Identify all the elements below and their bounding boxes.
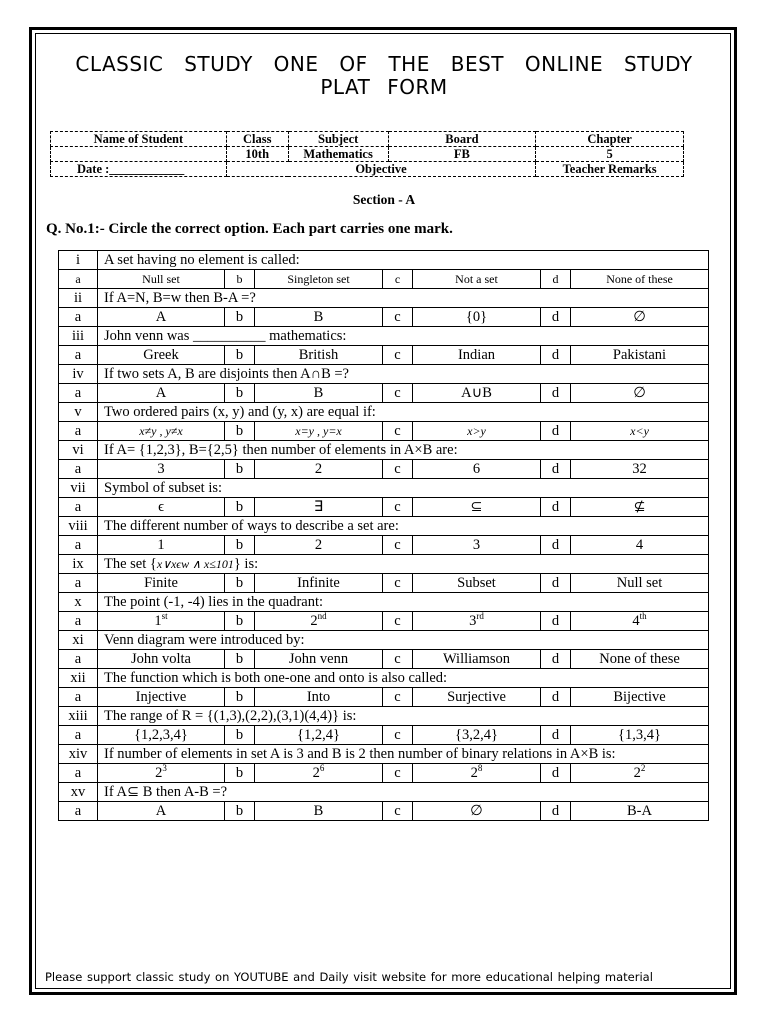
option-value: A [155, 308, 167, 325]
options-row [59, 688, 709, 707]
option-letter: b [225, 346, 255, 365]
option-text[interactable] [413, 802, 541, 821]
question-number: xv [59, 783, 98, 802]
question-row [59, 593, 709, 612]
option-letter: d [541, 764, 571, 783]
option-letter: a [59, 270, 98, 289]
option-text[interactable] [98, 574, 225, 593]
option-text[interactable] [571, 612, 709, 631]
option-value: Surjective [447, 688, 506, 705]
question-row [59, 669, 709, 688]
teacher-remarks-label: Teacher Remarks [536, 162, 684, 177]
option-value: British [298, 346, 339, 363]
option-value: ∃ [313, 498, 324, 515]
option-letter: c [383, 270, 413, 289]
option-superscript: 8 [477, 763, 483, 773]
option-letter: b [225, 308, 255, 327]
header-class: Class [226, 132, 288, 147]
question-stem: John venn was __________ mathematics: [98, 327, 709, 346]
option-value: John venn [288, 650, 349, 667]
option-letter: d [541, 346, 571, 365]
option-value: {1,2,3,4} [134, 726, 188, 743]
option-letter: a [59, 346, 98, 365]
question-row [59, 441, 709, 460]
option-text[interactable] [413, 270, 541, 289]
option-text[interactable] [571, 422, 709, 441]
question-row [59, 555, 709, 574]
question-number: xiii [59, 707, 98, 726]
question-row [59, 517, 709, 536]
option-letter: d [541, 536, 571, 555]
option-value: Indian [457, 346, 496, 363]
question-stem: Venn diagram were introduced by: [98, 631, 709, 650]
option-letter: d [541, 384, 571, 403]
question-number: xiv [59, 745, 98, 764]
question-number: iii [59, 327, 98, 346]
option-value: 1 [157, 536, 165, 553]
option-text[interactable] [98, 612, 225, 631]
option-text[interactable] [255, 498, 383, 517]
option-text[interactable] [413, 612, 541, 631]
option-text[interactable] [255, 612, 383, 631]
option-letter: c [383, 460, 413, 479]
option-text[interactable] [255, 726, 383, 745]
option-letter: d [541, 650, 571, 669]
date-field: Date :____________ [51, 162, 227, 177]
option-text[interactable] [98, 764, 225, 783]
option-text[interactable] [98, 688, 225, 707]
question-number: v [59, 403, 98, 422]
option-value: {0} [465, 308, 488, 325]
option-text[interactable] [255, 384, 383, 403]
option-text[interactable] [98, 726, 225, 745]
mcq-table [58, 250, 709, 821]
option-text[interactable] [255, 270, 383, 289]
question-stem: If A= {1,2,3}, B={2,5} then number of elements in A×B are: [98, 441, 709, 460]
option-text[interactable] [413, 308, 541, 327]
value-name-of-student [51, 147, 227, 162]
option-value: 2 [314, 536, 323, 553]
option-letter: d [541, 460, 571, 479]
option-text[interactable] [571, 460, 709, 479]
option-superscript: 3 [162, 763, 167, 773]
option-letter: b [225, 498, 255, 517]
option-value: 2 [470, 764, 478, 781]
option-text[interactable] [571, 726, 709, 745]
option-value: 4 [635, 536, 644, 553]
option-text[interactable] [98, 460, 225, 479]
option-value: 6 [472, 460, 481, 477]
option-letter: c [383, 422, 413, 441]
option-value: 2 [314, 460, 323, 477]
option-text[interactable] [413, 460, 541, 479]
options-row [59, 460, 709, 479]
header-name-of-student: Name of Student [51, 132, 227, 147]
option-text[interactable] [255, 308, 383, 327]
question-row [59, 251, 709, 270]
student-info-table [50, 131, 684, 177]
options-row [59, 536, 709, 555]
option-value: 3 [157, 460, 165, 477]
question-stem: The range of R = {(1,3),(2,2),(3,1)(4,4)} is: [98, 707, 709, 726]
question-heading: Q. No.1:- Circle the correct option. Each part carries one mark. [46, 221, 453, 237]
option-letter: a [59, 688, 98, 707]
question-stem: If number of elements in set A is 3 and B is 2 then number of binary relations in A×B is: [98, 745, 709, 764]
option-text[interactable] [571, 650, 709, 669]
option-text[interactable] [255, 650, 383, 669]
question-stem-part: x∨xϵw ∧ x≤101 [156, 556, 234, 571]
option-letter: a [59, 574, 98, 593]
option-value: B [313, 308, 324, 325]
option-letter: b [225, 650, 255, 669]
option-text[interactable] [98, 346, 225, 365]
question-row [59, 745, 709, 764]
title-line-2: PLAT FORM [320, 75, 448, 99]
option-text[interactable] [98, 498, 225, 517]
option-value: {1,3,4} [618, 726, 661, 743]
question-stem: If two sets A, B are disjoints then A∩B =? [98, 365, 709, 384]
option-value: A∪B [461, 384, 492, 401]
option-value: Null set [142, 271, 180, 286]
option-letter: b [225, 422, 255, 441]
option-letter: b [225, 460, 255, 479]
options-row [59, 384, 709, 403]
question-stem: If A⊆ B then A-B =? [98, 783, 709, 802]
option-letter: d [541, 726, 571, 745]
question-row [59, 479, 709, 498]
option-text[interactable] [571, 270, 709, 289]
value-board: FB [388, 147, 536, 162]
question-number: xi [59, 631, 98, 650]
question-number: iv [59, 365, 98, 384]
option-value: 4 [632, 612, 640, 629]
option-letter: a [59, 308, 98, 327]
option-text[interactable] [413, 650, 541, 669]
option-letter: c [383, 574, 413, 593]
option-value: 2 [155, 764, 163, 781]
option-value: Null set [616, 574, 663, 591]
question-row [59, 631, 709, 650]
option-letter: c [383, 650, 413, 669]
option-letter: a [59, 726, 98, 745]
option-value: {1,2,4} [297, 726, 340, 743]
option-value: ϵ [158, 498, 164, 515]
option-letter: b [225, 270, 255, 289]
option-letter: c [383, 308, 413, 327]
option-value: Into [306, 688, 331, 705]
question-number: x [59, 593, 98, 612]
option-letter: c [383, 384, 413, 403]
options-row [59, 650, 709, 669]
option-text[interactable] [413, 498, 541, 517]
question-stem [98, 555, 709, 574]
option-value: 3 [472, 536, 481, 553]
value-subject: Mathematics [288, 147, 388, 162]
option-text[interactable] [413, 764, 541, 783]
question-row [59, 707, 709, 726]
question-row [59, 327, 709, 346]
question-row [59, 403, 709, 422]
options-row [59, 802, 709, 821]
option-text[interactable] [571, 308, 709, 327]
option-superscript: th [639, 611, 647, 621]
option-text[interactable] [98, 422, 225, 441]
option-letter: c [383, 688, 413, 707]
options-row [59, 726, 709, 745]
option-value: 3 [469, 612, 477, 629]
option-value: B [313, 384, 324, 401]
option-text[interactable] [255, 574, 383, 593]
option-value: Finite [144, 574, 178, 591]
options-row [59, 308, 709, 327]
question-number: vii [59, 479, 98, 498]
option-value: ∅ [470, 802, 483, 819]
option-letter: a [59, 460, 98, 479]
option-value: {3,2,4} [455, 726, 498, 743]
option-value: B-A [627, 802, 652, 819]
section-title: Section - A [352, 192, 416, 207]
option-value: ⊆ [470, 498, 483, 515]
option-letter: a [59, 384, 98, 403]
question-stem: If A=N, B=w then B-A =? [98, 289, 709, 308]
question-row [59, 783, 709, 802]
question-stem: A set having no element is called: [98, 251, 709, 270]
option-letter: b [225, 536, 255, 555]
option-letter: d [541, 612, 571, 631]
option-text[interactable] [413, 422, 541, 441]
value-chapter: 5 [536, 147, 684, 162]
option-value: 32 [632, 460, 647, 477]
option-letter: d [541, 498, 571, 517]
option-value: B [313, 802, 324, 819]
option-letter: c [383, 536, 413, 555]
option-letter: b [225, 612, 255, 631]
option-text[interactable] [98, 536, 225, 555]
option-text[interactable] [98, 384, 225, 403]
option-text[interactable] [413, 536, 541, 555]
option-value: Pakistani [612, 346, 667, 363]
option-text[interactable] [571, 384, 709, 403]
option-value: x<y [630, 423, 649, 438]
info-value-row [51, 147, 684, 162]
option-value: Williamson [442, 650, 511, 667]
option-letter: b [225, 802, 255, 821]
option-value: Greek [143, 346, 179, 363]
option-letter: b [225, 384, 255, 403]
option-text[interactable] [413, 384, 541, 403]
options-row [59, 498, 709, 517]
option-value: John volta [130, 650, 191, 667]
option-text[interactable] [571, 346, 709, 365]
option-value: Bijective [613, 688, 666, 705]
question-stem: Two ordered pairs (x, y) and (y, x) are equal if: [98, 403, 709, 422]
question-stem-part: } is: [233, 555, 259, 572]
question-stem: Symbol of subset is: [98, 479, 709, 498]
option-superscript: 2 [640, 763, 646, 773]
options-row [59, 612, 709, 631]
option-value: ∅ [633, 384, 646, 401]
option-text[interactable] [413, 688, 541, 707]
question-row [59, 365, 709, 384]
option-text[interactable] [98, 308, 225, 327]
option-letter: a [59, 422, 98, 441]
option-letter: c [383, 764, 413, 783]
option-value: 2 [312, 764, 320, 781]
question-row [59, 289, 709, 308]
option-value: A [155, 802, 167, 819]
header-subject: Subject [288, 132, 388, 147]
option-text[interactable] [413, 574, 541, 593]
option-letter: a [59, 536, 98, 555]
option-letter: c [383, 802, 413, 821]
info-footer-row [51, 162, 684, 177]
option-value: A [155, 384, 167, 401]
question-number: i [59, 251, 98, 270]
option-text[interactable] [98, 802, 225, 821]
options-row [59, 574, 709, 593]
question-stem: The point (-1, -4) lies in the quadrant: [98, 593, 709, 612]
option-letter: a [59, 612, 98, 631]
question-number: ii [59, 289, 98, 308]
option-value: x>y [467, 423, 486, 438]
option-text[interactable] [571, 498, 709, 517]
option-letter: b [225, 574, 255, 593]
option-value: Singleton set [287, 271, 350, 286]
option-letter: c [383, 612, 413, 631]
option-value: x≠y , y≠x [139, 423, 183, 438]
option-text[interactable] [255, 460, 383, 479]
option-letter: c [383, 726, 413, 745]
option-text[interactable] [571, 764, 709, 783]
options-row [59, 270, 709, 289]
value-class: 10th [226, 147, 288, 162]
option-letter: d [541, 422, 571, 441]
option-text[interactable] [255, 536, 383, 555]
option-letter: d [541, 574, 571, 593]
option-letter: a [59, 802, 98, 821]
option-letter: b [225, 726, 255, 745]
option-letter: d [541, 688, 571, 707]
footer-note: Please support classic study on YOUTUBE and Daily visit website for more educational helping material [45, 970, 653, 984]
option-value: ∅ [633, 308, 646, 325]
option-text[interactable] [255, 422, 383, 441]
option-text[interactable] [98, 650, 225, 669]
option-letter: d [541, 802, 571, 821]
option-text[interactable] [255, 688, 383, 707]
option-letter: c [383, 346, 413, 365]
option-letter: a [59, 650, 98, 669]
option-value: Infinite [297, 574, 340, 591]
option-superscript: 6 [319, 763, 325, 773]
question-number: xii [59, 669, 98, 688]
question-number: viii [59, 517, 98, 536]
title-line-1: CLASSIC STUDY ONE OF THE BEST ONLINE STUDY [75, 52, 693, 76]
header-chapter: Chapter [536, 132, 684, 147]
question-stem-part: The set { [104, 555, 157, 572]
option-superscript: st [161, 611, 168, 621]
header-board: Board [388, 132, 536, 147]
option-value: Injective [135, 688, 187, 705]
option-text[interactable] [255, 802, 383, 821]
option-value: 2 [633, 764, 641, 781]
options-row [59, 346, 709, 365]
option-text[interactable] [571, 688, 709, 707]
question-number: ix [59, 555, 98, 574]
option-value: ⊈ [633, 498, 646, 515]
option-letter: b [225, 764, 255, 783]
test-type: Objective [226, 162, 535, 177]
option-superscript: rd [476, 611, 484, 621]
option-value: x=y , y=x [295, 423, 342, 438]
options-row [59, 764, 709, 783]
option-superscript: nd [317, 611, 327, 621]
option-letter: c [383, 498, 413, 517]
question-stem: The different number of ways to describe a set are: [98, 517, 709, 536]
option-text[interactable] [413, 346, 541, 365]
option-value: 1 [154, 612, 162, 629]
info-header-row [51, 132, 684, 147]
option-letter: a [59, 498, 98, 517]
option-value: None of these [606, 271, 673, 286]
options-row [59, 422, 709, 441]
document-title [40, 53, 728, 99]
option-text[interactable] [98, 270, 225, 289]
option-value: 2 [310, 612, 318, 629]
option-value: Subset [457, 574, 496, 591]
question-number: vi [59, 441, 98, 460]
option-text[interactable] [571, 574, 709, 593]
question-stem: The function which is both one-one and onto is also called: [98, 669, 709, 688]
option-letter: b [225, 688, 255, 707]
option-letter: d [541, 270, 571, 289]
option-letter: d [541, 308, 571, 327]
option-text[interactable] [255, 346, 383, 365]
option-text[interactable] [255, 764, 383, 783]
option-text[interactable] [571, 802, 709, 821]
option-value: Not a set [455, 271, 498, 286]
option-text[interactable] [571, 536, 709, 555]
option-text[interactable] [413, 726, 541, 745]
option-value: None of these [599, 650, 680, 667]
option-letter: a [59, 764, 98, 783]
